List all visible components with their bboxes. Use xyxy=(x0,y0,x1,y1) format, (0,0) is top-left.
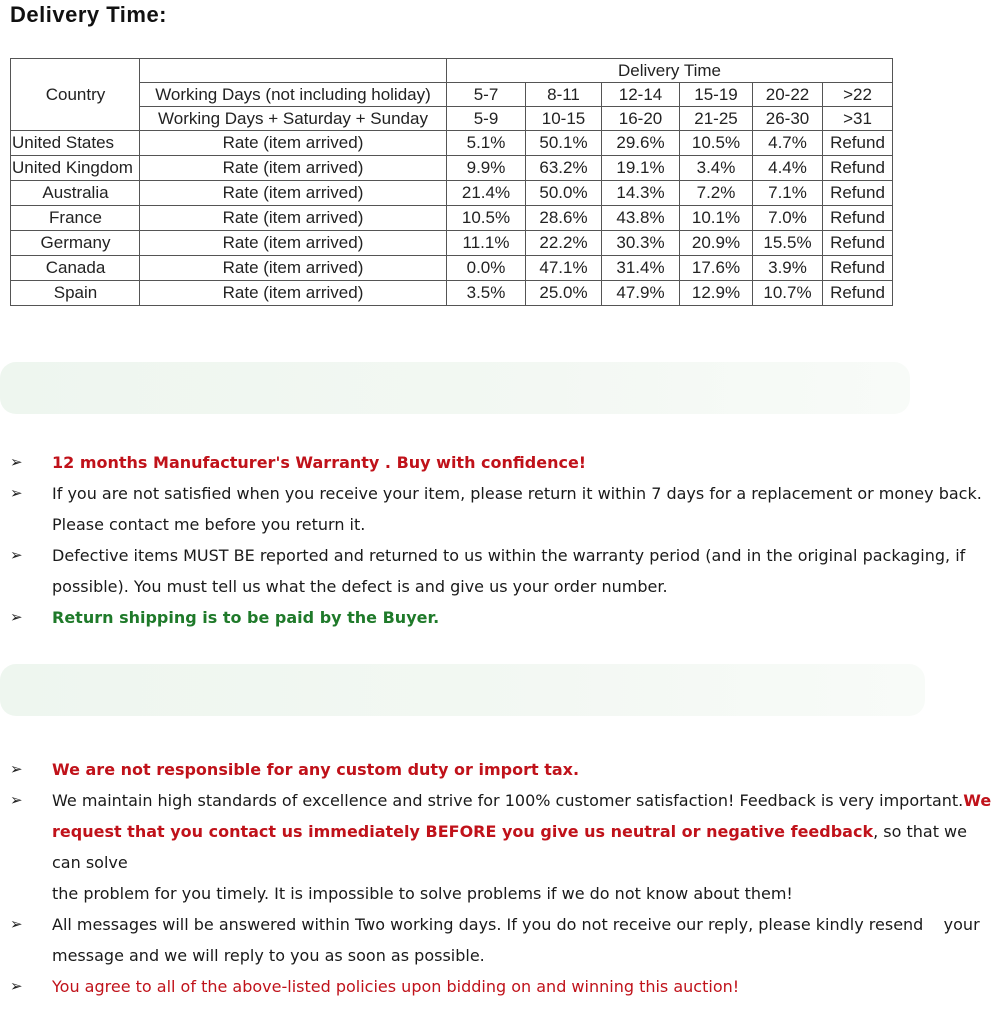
working-days-cell: 20-22 xyxy=(753,83,823,107)
weekend-days-cell: 21-25 xyxy=(680,107,753,131)
arrow-bullet-icon: ➢ xyxy=(10,791,23,809)
defective-text-line1: Defective items MUST BE reported and returned to us within the warranty period (and in the original packaging, if xyxy=(52,546,966,565)
page-title: Delivery Time: xyxy=(10,2,168,27)
table-row xyxy=(11,206,893,231)
rate-value-cell: 10.1% xyxy=(680,206,753,231)
table-row xyxy=(11,156,893,181)
table-row xyxy=(11,231,893,256)
country-cell: Canada xyxy=(11,256,140,281)
weekend-days-cell: 26-30 xyxy=(753,107,823,131)
table-row xyxy=(11,256,893,281)
messages-text-line1: All messages will be answered within Two working days. If you do not receive our reply, please kindly resend your xyxy=(52,915,980,934)
rate-label-cell: Rate (item arrived) xyxy=(140,181,447,206)
rate-value-cell: 28.6% xyxy=(526,206,602,231)
rate-value-cell: 3.4% xyxy=(680,156,753,181)
rate-value-cell: 25.0% xyxy=(526,281,602,306)
rate-value-cell: 11.1% xyxy=(447,231,526,256)
weekend-days-cell: 5-9 xyxy=(447,107,526,131)
list-item xyxy=(0,602,1000,633)
rate-value-cell: 17.6% xyxy=(680,256,753,281)
rate-value-cell: 7.0% xyxy=(753,206,823,231)
rate-label-cell: Rate (item arrived) xyxy=(140,206,447,231)
working-days-cell: 12-14 xyxy=(602,83,680,107)
rate-value-cell: 19.1% xyxy=(602,156,680,181)
rate-value-cell: 47.9% xyxy=(602,281,680,306)
messages-text-line2: message and we will reply to you as soon as possible. xyxy=(52,946,485,965)
feedback-text-d: , so that we can solve xyxy=(52,822,967,872)
duty-text: We are not responsible for any custom duty or import tax. xyxy=(52,760,580,779)
rate-value-cell: 63.2% xyxy=(526,156,602,181)
warranty-policy-list xyxy=(0,447,1000,633)
working-days-cell: 8-11 xyxy=(526,83,602,107)
weekend-days-label: Working Days + Saturday + Sunday xyxy=(140,107,447,131)
country-cell: United Kingdom xyxy=(11,156,140,181)
rate-value-cell: 47.1% xyxy=(526,256,602,281)
rate-value-cell: 15.5% xyxy=(753,231,823,256)
arrow-bullet-icon: ➢ xyxy=(10,977,23,995)
rate-value-cell: Refund xyxy=(823,131,893,156)
rate-value-cell: 31.4% xyxy=(602,256,680,281)
rate-value-cell: Refund xyxy=(823,281,893,306)
list-item xyxy=(0,785,1000,909)
rate-value-cell: 50.1% xyxy=(526,131,602,156)
rate-value-cell: 30.3% xyxy=(602,231,680,256)
rate-value-cell: 9.9% xyxy=(447,156,526,181)
warranty-text: 12 months Manufacturer's Warranty . Buy with confidence! xyxy=(52,453,587,472)
rate-label-cell: Rate (item arrived) xyxy=(140,131,447,156)
arrow-bullet-icon: ➢ xyxy=(10,546,23,564)
rate-value-cell: 50.0% xyxy=(526,181,602,206)
list-item xyxy=(0,971,1000,1002)
rate-value-cell: 43.8% xyxy=(602,206,680,231)
arrow-bullet-icon: ➢ xyxy=(10,760,23,778)
working-days-cell: >22 xyxy=(823,83,893,107)
decorative-band xyxy=(0,362,910,414)
working-days-cell: 5-7 xyxy=(447,83,526,107)
weekend-days-cell: 10-15 xyxy=(526,107,602,131)
decorative-band xyxy=(0,664,925,716)
country-cell: Germany xyxy=(11,231,140,256)
arrow-bullet-icon: ➢ xyxy=(10,915,23,933)
rate-value-cell: Refund xyxy=(823,256,893,281)
list-item xyxy=(0,540,1000,602)
rate-value-cell: 0.0% xyxy=(447,256,526,281)
table-row xyxy=(11,281,893,306)
list-item xyxy=(0,754,1000,785)
list-item xyxy=(0,447,1000,478)
rate-value-cell: 7.1% xyxy=(753,181,823,206)
country-cell: United States xyxy=(11,131,140,156)
rate-value-cell: Refund xyxy=(823,231,893,256)
table-row xyxy=(11,131,893,156)
delivery-time-table xyxy=(10,58,893,306)
rate-value-cell: 4.4% xyxy=(753,156,823,181)
rate-label-cell: Rate (item arrived) xyxy=(140,231,447,256)
rate-value-cell: 14.3% xyxy=(602,181,680,206)
rate-value-cell: 7.2% xyxy=(680,181,753,206)
rate-value-cell: 3.9% xyxy=(753,256,823,281)
rate-value-cell: 10.7% xyxy=(753,281,823,306)
rate-value-cell: Refund xyxy=(823,156,893,181)
feedback-text-b: We xyxy=(963,791,992,810)
rate-value-cell: Refund xyxy=(823,206,893,231)
rate-value-cell: 5.1% xyxy=(447,131,526,156)
list-item xyxy=(0,909,1000,971)
feedback-policy-list xyxy=(0,754,1000,1002)
rate-label-cell: Rate (item arrived) xyxy=(140,156,447,181)
return-text-line2: Please contact me before you return it. xyxy=(52,515,366,534)
arrow-bullet-icon: ➢ xyxy=(10,484,23,502)
rate-label-cell: Rate (item arrived) xyxy=(140,256,447,281)
rate-value-cell: 10.5% xyxy=(447,206,526,231)
rate-value-cell: 4.7% xyxy=(753,131,823,156)
rate-label-cell: Rate (item arrived) xyxy=(140,281,447,306)
rate-value-cell: 10.5% xyxy=(680,131,753,156)
table-row xyxy=(11,181,893,206)
list-item xyxy=(0,478,1000,540)
feedback-text-e: the problem for you timely. It is impossible to solve problems if we do not know about them! xyxy=(52,884,793,903)
working-days-cell: 15-19 xyxy=(680,83,753,107)
rate-value-cell: 3.5% xyxy=(447,281,526,306)
weekend-days-cell: >31 xyxy=(823,107,893,131)
rate-value-cell: 21.4% xyxy=(447,181,526,206)
weekend-days-cell: 16-20 xyxy=(602,107,680,131)
feedback-text-a: We maintain high standards of excellence and strive for 100% customer satisfaction! Feedback is very important. xyxy=(52,791,964,810)
arrow-bullet-icon: ➢ xyxy=(10,608,23,626)
working-days-label: Working Days (not including holiday) xyxy=(140,83,447,107)
country-header: Country xyxy=(11,59,140,131)
return-text-line1: If you are not satisfied when you receive your item, please return it within 7 days for a replacement or money back. xyxy=(52,484,982,503)
arrow-bullet-icon: ➢ xyxy=(10,453,23,471)
rate-value-cell: 12.9% xyxy=(680,281,753,306)
return-shipping-text: Return shipping is to be paid by the Buyer. xyxy=(52,608,440,627)
rate-value-cell: Refund xyxy=(823,181,893,206)
country-cell: Australia xyxy=(11,181,140,206)
rate-value-cell: 22.2% xyxy=(526,231,602,256)
rate-value-cell: 20.9% xyxy=(680,231,753,256)
country-cell: France xyxy=(11,206,140,231)
defective-text-line2: possible). You must tell us what the defect is and give us your order number. xyxy=(52,577,668,596)
feedback-text-c: request that you contact us immediately BEFORE you give us neutral or negative feedback xyxy=(52,822,874,841)
country-cell: Spain xyxy=(11,281,140,306)
rate-value-cell: 29.6% xyxy=(602,131,680,156)
agree-text: You agree to all of the above-listed policies upon bidding on and winning this auction! xyxy=(52,977,740,996)
delivery-time-header: Delivery Time xyxy=(447,59,893,83)
